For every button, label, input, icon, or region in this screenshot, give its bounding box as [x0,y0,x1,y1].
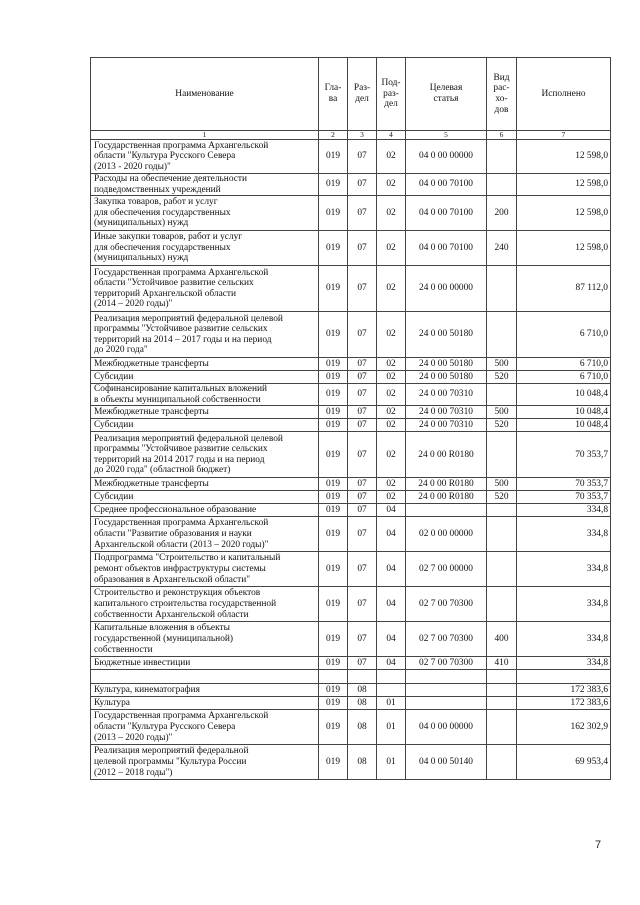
table-row [91,312,611,358]
table-cell-razdel: 07 [348,552,377,587]
table-cell-vid [487,384,517,406]
table-cell-ispolneno: 334,8 [517,552,611,587]
table-row [91,517,611,552]
table-cell-ispolneno: 6 710,0 [517,371,611,384]
table-cell-glava: 019 [319,231,348,266]
column-number: 3 [348,131,377,140]
table-cell-celevaya [406,504,487,517]
table-cell-glava: 019 [319,478,348,491]
table-cell-name: Реализация мероприятий федеральной целевой программы "Устойчивое развитие сельских территорий на 2014 – 2017 годы и на период до 2020 года" [91,312,319,358]
table-row [91,587,611,622]
table-cell-glava: 019 [319,745,348,780]
table-cell-ispolneno: 12 598,0 [517,196,611,231]
table-cell-razdel: 07 [348,622,377,657]
header-row [91,58,611,131]
table-cell-vid [487,552,517,587]
table-cell-name: Субсидии [91,371,319,384]
table-row [91,231,611,266]
table-cell-razdel: 07 [348,231,377,266]
column-number: 6 [487,131,517,140]
table-cell-vid [487,670,517,684]
table-cell-vid [487,587,517,622]
table-cell-ispolneno: 69 953,4 [517,745,611,780]
table-cell-ispolneno: 12 598,0 [517,174,611,196]
table-cell-glava: 019 [319,684,348,697]
table-cell-celevaya: 24 0 00 50180 [406,371,487,384]
table-row [91,174,611,196]
table-cell-razdel: 08 [348,697,377,710]
table-cell-ispolneno: 10 048,4 [517,384,611,406]
table-row [91,745,611,780]
table-cell-glava: 019 [319,266,348,312]
table-cell-podrazdel: 02 [377,371,406,384]
table-cell-podrazdel: 02 [377,432,406,478]
column-number: 5 [406,131,487,140]
table-cell-celevaya: 04 0 00 70100 [406,174,487,196]
budget-table [90,57,611,780]
table-cell-vid [487,140,517,174]
table-cell-vid: 400 [487,622,517,657]
table-row [91,622,611,657]
table-cell-celevaya: 02 7 00 70300 [406,622,487,657]
table-row [91,504,611,517]
table-cell-celevaya [406,670,487,684]
table-cell-razdel: 08 [348,684,377,697]
table-row [91,419,611,432]
table-cell-razdel: 07 [348,266,377,312]
table-cell-ispolneno: 334,8 [517,504,611,517]
header-podrazdel: Под- раз- дел [377,58,406,131]
table-cell-vid [487,745,517,780]
table-cell-name: Строительство и реконструкция объектов капитального строительства государственной собственности Архангельской области [91,587,319,622]
table-row [91,358,611,371]
table-cell-celevaya [406,697,487,710]
table-cell-name: Государственная программа Архангельской области "Развитие образования и науки Архангельской области (2013 – 2020 годы)" [91,517,319,552]
table-cell-vid [487,684,517,697]
table-cell-razdel: 07 [348,312,377,358]
table-cell-vid [487,504,517,517]
table-cell-glava: 019 [319,657,348,670]
table-cell-vid: 240 [487,231,517,266]
table-cell-vid [487,517,517,552]
table-cell-celevaya: 04 0 00 70100 [406,196,487,231]
table-cell-vid: 520 [487,491,517,504]
table-cell-glava: 019 [319,312,348,358]
table-cell-celevaya [406,684,487,697]
table-cell-celevaya: 04 0 00 50140 [406,745,487,780]
table-cell-name [91,670,319,684]
table-cell-razdel: 07 [348,371,377,384]
table-cell-name: Среднее профессиональное образование [91,504,319,517]
table-cell-podrazdel: 01 [377,745,406,780]
table-cell-vid: 200 [487,196,517,231]
table-cell-name: Культура [91,697,319,710]
table-row [91,266,611,312]
table-cell-celevaya: 24 0 00 R0180 [406,491,487,504]
table-cell-vid: 500 [487,478,517,491]
table-row [91,196,611,231]
table-cell-vid: 500 [487,406,517,419]
table-cell-celevaya: 24 0 00 70310 [406,406,487,419]
table-cell-celevaya: 24 0 00 70310 [406,384,487,406]
table-cell-name: Государственная программа Архангельской области "Культура Русского Севера (2013 - 2020 годы)" [91,140,319,174]
header-glava: Гла- ва [319,58,348,131]
column-number: 1 [91,131,319,140]
table-cell-razdel: 07 [348,517,377,552]
table-cell-vid [487,432,517,478]
table-cell-glava: 019 [319,384,348,406]
table-row [91,371,611,384]
table-cell-razdel: 07 [348,174,377,196]
table-cell-celevaya: 24 0 00 R0180 [406,432,487,478]
table-cell-podrazdel: 02 [377,266,406,312]
table-cell-ispolneno: 10 048,4 [517,406,611,419]
table-cell-name: Межбюджетные трансферты [91,478,319,491]
table-row [91,552,611,587]
table-cell-razdel: 07 [348,432,377,478]
page-number: 7 [595,839,602,851]
table-cell-podrazdel: 01 [377,697,406,710]
table-cell-ispolneno: 162 302,9 [517,710,611,745]
table-cell-name: Субсидии [91,419,319,432]
table-row [91,670,611,684]
table-cell-glava: 019 [319,697,348,710]
table-cell-name: Межбюджетные трансферты [91,406,319,419]
table-cell-podrazdel: 02 [377,478,406,491]
table-cell-podrazdel: 02 [377,406,406,419]
table-cell-celevaya: 24 0 00 50180 [406,358,487,371]
table-cell-name: Государственная программа Архангельской области "Устойчивое развитие сельских территорий Архангельской области (2014 – 2020 годы)" [91,266,319,312]
table-cell-name: Субсидии [91,491,319,504]
table-cell-podrazdel [377,670,406,684]
table-cell-name: Софинансирование капитальных вложений в объекты муниципальной собственности [91,384,319,406]
column-number: 4 [377,131,406,140]
table-row [91,406,611,419]
table-cell-name: Капитальные вложения в объекты государственной (муниципальной) собственности [91,622,319,657]
table-cell-celevaya: 02 0 00 00000 [406,517,487,552]
table-cell-ispolneno: 6 710,0 [517,312,611,358]
table-cell-celevaya: 24 0 00 00000 [406,266,487,312]
table-cell-glava: 019 [319,140,348,174]
table-cell-ispolneno: 172 383,6 [517,684,611,697]
table-cell-podrazdel: 04 [377,657,406,670]
table-cell-glava: 019 [319,552,348,587]
table-row [91,684,611,697]
column-number-row [91,131,611,140]
table-cell-razdel: 07 [348,140,377,174]
table-row [91,710,611,745]
table-cell-podrazdel: 02 [377,140,406,174]
table-cell-ispolneno: 70 353,7 [517,432,611,478]
table-cell-celevaya: 02 7 00 70300 [406,657,487,670]
table-cell-glava: 019 [319,491,348,504]
table-cell-podrazdel: 01 [377,710,406,745]
header-name: Наименование [91,58,319,131]
table-cell-ispolneno: 87 112,0 [517,266,611,312]
table-cell-vid [487,266,517,312]
table-cell-ispolneno: 70 353,7 [517,478,611,491]
table-cell-glava: 019 [319,432,348,478]
header-razdel: Раз- дел [348,58,377,131]
table-cell-ispolneno: 12 598,0 [517,231,611,266]
table-row [91,697,611,710]
table-cell-razdel: 07 [348,358,377,371]
table-cell-name: Закупка товаров, работ и услуг для обеспечения государственных (муниципальных) нужд [91,196,319,231]
table-cell-ispolneno: 334,8 [517,517,611,552]
table-cell-vid [487,174,517,196]
table-row [91,140,611,174]
table-cell-razdel: 07 [348,587,377,622]
table-cell-ispolneno [517,670,611,684]
table-cell-razdel: 07 [348,419,377,432]
table-cell-razdel: 08 [348,745,377,780]
table-cell-name: Государственная программа Архангельской области "Культура Русского Севера (2013 – 2020 годы)" [91,710,319,745]
table-row [91,384,611,406]
table-cell-vid: 520 [487,419,517,432]
table-cell-name: Реализация мероприятий федеральной целевой программы "Культура России (2012 – 2018 годы") [91,745,319,780]
table-cell-name: Подпрограмма "Строительство и капитальный ремонт объектов инфраструктуры системы образования в Архангельской области" [91,552,319,587]
table-cell-podrazdel: 02 [377,231,406,266]
table-cell-ispolneno: 334,8 [517,622,611,657]
table-cell-glava: 019 [319,406,348,419]
table-cell-ispolneno: 334,8 [517,657,611,670]
table-cell-glava: 019 [319,517,348,552]
table-row [91,491,611,504]
table-cell-name: Реализация мероприятий федеральной целевой программы "Устойчивое развитие сельских территорий на 2014 2017 годы и на период до 2020 года" (областной бюджет) [91,432,319,478]
table-cell-podrazdel: 04 [377,552,406,587]
table-row [91,478,611,491]
table-cell-razdel: 07 [348,196,377,231]
table-cell-razdel: 07 [348,491,377,504]
table-cell-name: Межбюджетные трансферты [91,358,319,371]
table-cell-celevaya: 04 0 00 00000 [406,140,487,174]
column-number: 7 [517,131,611,140]
table-cell-glava: 019 [319,622,348,657]
table-cell-glava: 019 [319,419,348,432]
table-cell-celevaya: 24 0 00 R0180 [406,478,487,491]
table-cell-razdel: 07 [348,657,377,670]
table-cell-vid: 410 [487,657,517,670]
table-cell-ispolneno: 70 353,7 [517,491,611,504]
table-cell-podrazdel: 04 [377,517,406,552]
table-cell-razdel: 07 [348,384,377,406]
table-cell-vid [487,312,517,358]
table-cell-podrazdel: 02 [377,491,406,504]
table-row [91,657,611,670]
table-cell-podrazdel: 04 [377,587,406,622]
table-cell-podrazdel [377,684,406,697]
table-cell-celevaya: 04 0 00 00000 [406,710,487,745]
table-cell-razdel: 07 [348,504,377,517]
table-cell-glava: 019 [319,504,348,517]
table-cell-razdel: 07 [348,406,377,419]
table-cell-podrazdel: 02 [377,174,406,196]
header-ispolneno: Исполнено [517,58,611,131]
column-number: 2 [319,131,348,140]
table-cell-razdel [348,670,377,684]
table-cell-name: Иные закупки товаров, работ и услуг для обеспечения государственных (муниципальных) нужд [91,231,319,266]
table-cell-podrazdel: 04 [377,622,406,657]
table-cell-celevaya: 02 7 00 70300 [406,587,487,622]
table-cell-razdel: 07 [348,478,377,491]
header-celevaya: Целевая статья [406,58,487,131]
table-cell-vid [487,710,517,745]
table-cell-name: Расходы на обеспечение деятельности подведомственных учреждений [91,174,319,196]
table-cell-glava: 019 [319,587,348,622]
table-cell-vid: 500 [487,358,517,371]
table-cell-name: Бюджетные инвестиции [91,657,319,670]
table-cell-celevaya: 24 0 00 50180 [406,312,487,358]
header-vid: Вид рас- хо- дов [487,58,517,131]
table-cell-celevaya: 04 0 00 70100 [406,231,487,266]
table-cell-glava: 019 [319,174,348,196]
table-cell-podrazdel: 02 [377,358,406,371]
table-cell-glava: 019 [319,710,348,745]
table-cell-glava: 019 [319,196,348,231]
table-cell-podrazdel: 02 [377,196,406,231]
table-body [91,140,611,780]
table-cell-celevaya: 02 7 00 00000 [406,552,487,587]
table-cell-vid [487,697,517,710]
table-cell-ispolneno: 6 710,0 [517,358,611,371]
table-cell-podrazdel: 02 [377,419,406,432]
table-cell-ispolneno: 334,8 [517,587,611,622]
table-cell-ispolneno: 10 048,4 [517,419,611,432]
table-cell-podrazdel: 02 [377,312,406,358]
table-cell-glava [319,670,348,684]
table-cell-name: Культура, кинематография [91,684,319,697]
table-cell-ispolneno: 172 383,6 [517,697,611,710]
table-cell-razdel: 08 [348,710,377,745]
table-cell-celevaya: 24 0 00 70310 [406,419,487,432]
table-cell-glava: 019 [319,358,348,371]
table-cell-podrazdel: 02 [377,384,406,406]
table-cell-glava: 019 [319,371,348,384]
table-row [91,432,611,478]
table-cell-podrazdel: 04 [377,504,406,517]
table-cell-vid: 520 [487,371,517,384]
table-cell-ispolneno: 12 598,0 [517,140,611,174]
